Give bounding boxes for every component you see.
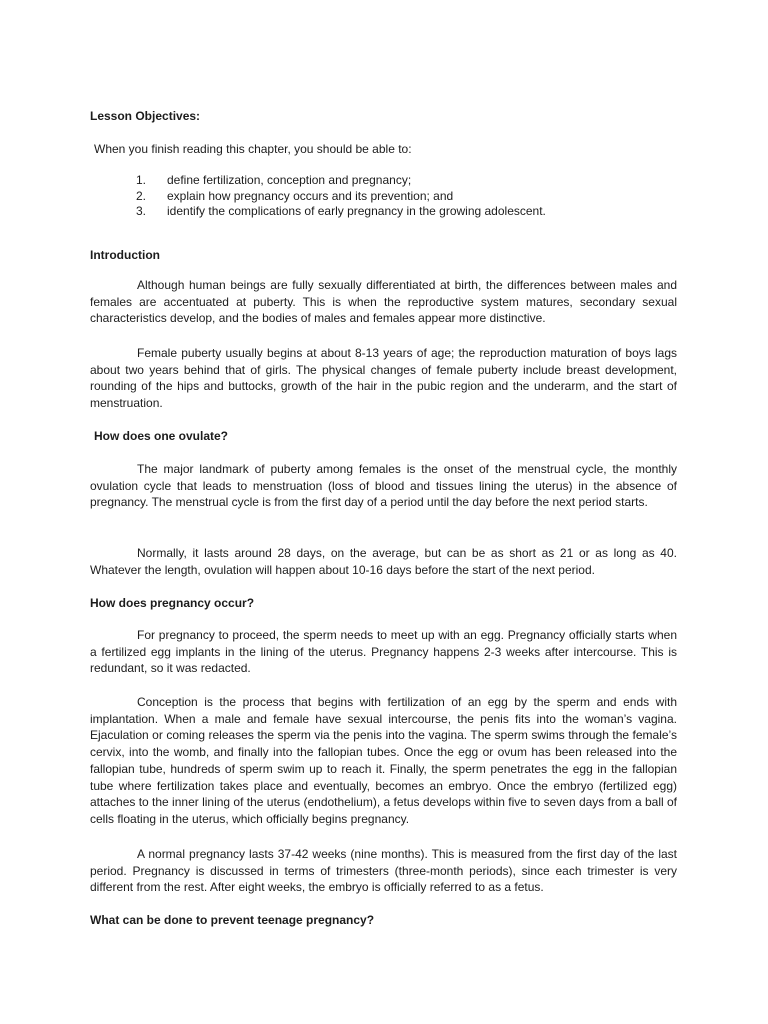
prevention-heading: What can be done to prevent teenage pregnancy? [90, 913, 375, 927]
objectives-list [136, 173, 546, 220]
pregnancy-paragraph-3: A normal pregnancy lasts 37-42 weeks (nine months). This is measured from the first day of the last period. Pregnancy is discussed in terms of trimesters (three-month periods), since each trimester is very different from the rest. After eight weeks, the embryo is officially referred to as a fetus. [90, 847, 677, 895]
lesson-objectives-heading: Lesson Objectives: [90, 109, 201, 123]
list-number: 2. [136, 188, 147, 203]
list-item [136, 204, 546, 220]
list-number: 3. [136, 204, 147, 218]
pregnancy-paragraph-2: Conception is the process that begins with fertilization of an egg by the sperm and ends with implantation. When a male and female have sexual intercourse, the penis fits into the woman’s vagina. Ejaculation or coming releases the sperm via the penis into the vagina. The sperm swims through the female’s cervix, into the womb, and finally into the fallopian tubes. Once the egg or ovum has been released into the fallopian tube, hundreds of sperm swim up to reach it. Finally, the sperm penetrates the egg in the fallopian tube where fertilization takes place and eventually, becomes an embryo. Once the embryo (fertilized egg) attaches to the inner lining of the uterus (endothelium), a fetus develops within five to seven days from a ball of cells floating in the uterus, which officially begins pregnancy. [90, 695, 677, 826]
introduction-paragraph-1: Although human beings are fully sexually differentiated at birth, the differences between males and females are accentuated at puberty. This is when the reproductive system matures, secondary sexual characteristics develop, and the bodies of males and females appear more distinctive. [90, 278, 677, 326]
objectives-intro: When you finish reading this chapter, you should be able to: [94, 142, 412, 156]
list-text: identify the complications of early pregnancy in the growing adolescent. [167, 204, 546, 218]
ovulate-paragraph-1: The major landmark of puberty among females is the onset of the menstrual cycle, the monthly ovulation cycle that leads to menstruation (loss of blood and tissues lining the uterus) in the absence of pregnancy. The menstrual cycle is from the first day of a period until the day before the next period starts. [90, 462, 677, 510]
introduction-heading: Introduction [90, 248, 160, 262]
list-item [136, 173, 546, 189]
list-item [136, 189, 546, 205]
list-text: define fertilization, conception and pregnancy; [167, 173, 412, 187]
ovulate-heading: How does one ovulate? [94, 429, 229, 443]
introduction-paragraph-2: Female puberty usually begins at about 8-13 years of age; the reproduction maturation of boys lags about two years behind that of girls. The physical changes of female puberty include breast development, rounding of the hips and buttocks, growth of the hair in the pubic region and the underarm, and the start of menstruation. [90, 346, 677, 411]
pregnancy-heading: How does pregnancy occur? [90, 596, 255, 610]
pregnancy-paragraph-1: For pregnancy to proceed, the sperm needs to meet up with an egg. Pregnancy officially starts when a fertilized egg implants in the lining of the uterus. Pregnancy happens 2-3 weeks after intercourse. This is redundant, so it was redacted. [90, 628, 677, 676]
list-text: explain how pregnancy occurs and its prevention; and [167, 188, 454, 203]
ovulate-paragraph-2: Normally, it lasts around 28 days, on the average, but can be as short as 21 or as long as 40. Whatever the length, ovulation will happen about 10-16 days before the start of the next period. [90, 546, 677, 577]
list-number: 1. [136, 173, 147, 187]
